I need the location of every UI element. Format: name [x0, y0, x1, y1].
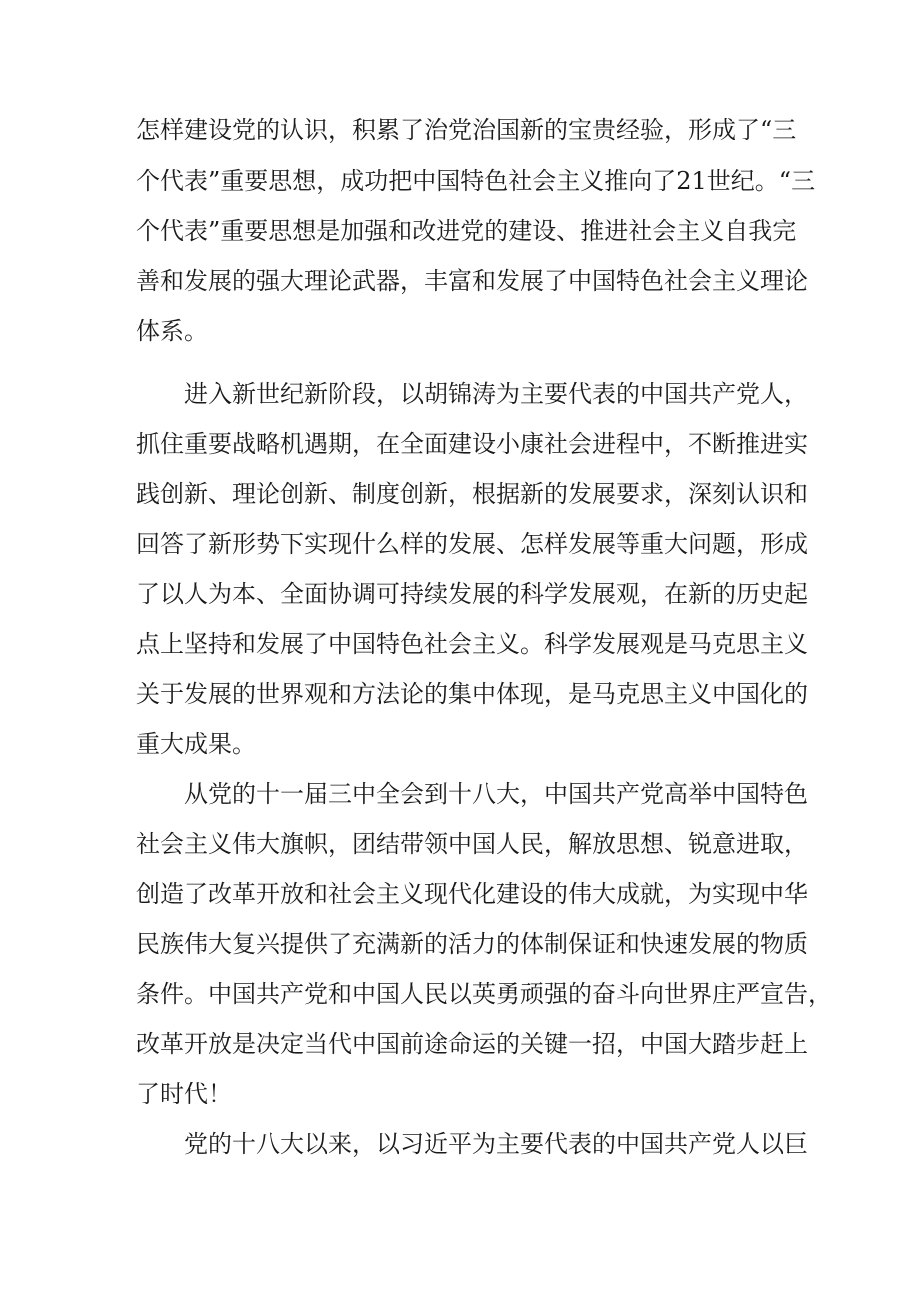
text-line: 体系。: [136, 317, 208, 345]
text-line: 善和发展的强大理论武器，丰富和发展了中国特色社会主义理论: [136, 267, 808, 295]
text-line: 了以人为本、全面协调可持续发展的科学发展观，在新的历史起: [136, 580, 808, 608]
text-line: 民族伟大复兴提供了充满新的活力的体制保证和快速发展的物质: [136, 930, 808, 958]
text-line: 了时代！: [136, 1080, 232, 1108]
text-line: 点上坚持和发展了中国特色社会主义。科学发展观是马克思主义: [136, 630, 808, 658]
text-line: 从党的十一届三中全会到十八大，中国共产党高举中国特色: [184, 780, 808, 808]
text-line: 怎样建设党的认识，积累了治党治国新的宝贵经验，形成了“三: [136, 116, 797, 144]
text-line: 关于发展的世界观和方法论的集中体现，是马克思主义中国化的: [136, 680, 808, 708]
text-line: 重大成果。: [136, 730, 256, 758]
text-line: 改革开放是决定当代中国前途命运的关键一招，中国大踏步赶上: [136, 1030, 808, 1058]
text-line: 抓住重要战略机遇期，在全面建设小康社会进程中，不断推进实: [136, 430, 808, 458]
text-line: 践创新、理论创新、制度创新，根据新的发展要求，深刻认识和: [136, 480, 808, 508]
text-line: 条件。中国共产党和中国人民以英勇顽强的奋斗向世界庄严宣告，: [136, 980, 832, 1008]
text-line: 党的十八大以来，以习近平为主要代表的中国共产党人以巨: [184, 1130, 808, 1158]
text-line: 进入新世纪新阶段，以胡锦涛为主要代表的中国共产党人，: [184, 380, 808, 408]
text-line: 个代表”重要思想是加强和改进党的建设、推进社会主义自我完: [136, 217, 797, 245]
text-line: 回答了新形势下实现什么样的发展、怎样发展等重大问题，形成: [136, 530, 808, 558]
text-line: 社会主义伟大旗帜，团结带领中国人民，解放思想、锐意进取，: [136, 830, 808, 858]
text-line: 创造了改革开放和社会主义现代化建设的伟大成就，为实现中华: [136, 880, 808, 908]
text-line: 个代表”重要思想，成功把中国特色社会主义推向了21世纪。“三: [136, 167, 816, 195]
